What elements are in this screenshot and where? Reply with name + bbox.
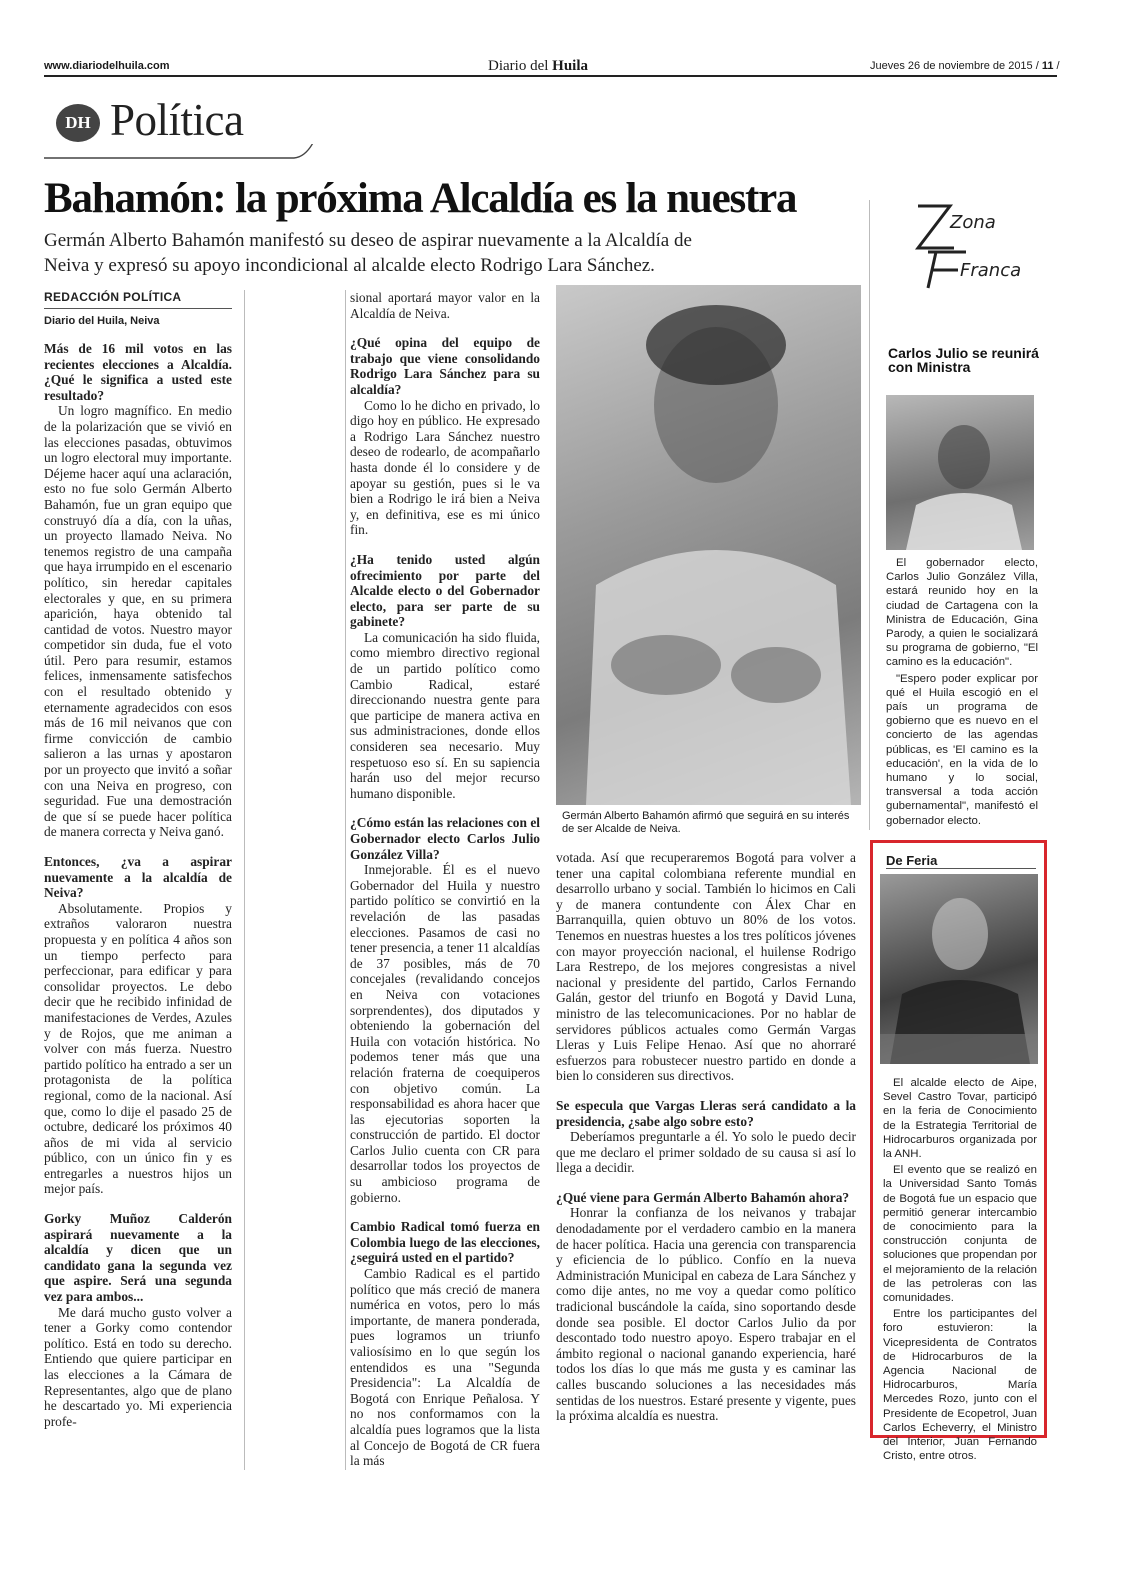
lead-paragraph: Germán Alberto Bahamón manifestó su deseo de aspirar nuevamente a la Alcaldía de Neiva y expresó su apoyo incondicional al alcalde electo Rodrigo Lara Sánchez.: [44, 230, 692, 276]
swoosh-decoration: [44, 144, 334, 164]
article-column-3: [556, 850, 856, 1424]
interview-answer: Absolutamente. Propios y extraños valoraron nuestra propuesta y en política 4 años son un tiempo perfecto para perfeccionar, para edificar y para consolidar proyectos. Le debo decir que he recibido infinidad de manifestaciones de Verdes, Azules y de Rojos, que me animan a volver con más fuerza. Nuestro partido político ha entrado a ser un protagonista de la política regional, como de la nacional. Así que, como lo dije el pasado 25 de octubre, dedicaré los próximos 40 años de mi vida al servicio público, con un único fin y es entregarles a nuestros hijos un mejor país.: [44, 900, 232, 1197]
interview-question: ¿Qué viene para Germán Alberto Bahamón ahora?: [556, 1189, 850, 1205]
interview-question: Gorky Muñoz Calderón aspirará nuevamente a la alcaldía y dicen que un candidato gana la segunda vez que aspire. Será una segunda vez para ambos...: [44, 1211, 232, 1305]
interview-answer: Cambio Radical es el partido político que más creció de manera numérica en votos, pero lo más importante, de manera ponderada, pues logramos un triunfo valiosísimo en lo que según los entendidos es una "Segunda Presidencia": La Alcaldía de Bogotá con Enrique Peñalosa. Y no nos conformamos con la alcaldía pues logramos que la lista al Concejo de Bogotá de CR fuera la más: [350, 1266, 540, 1469]
interview-answer: sional aportará mayor valor en la Alcaldía de Neiva.: [350, 290, 540, 321]
page-number: 11: [1041, 60, 1054, 72]
column-separator: [345, 290, 346, 1470]
sevel-castro-photo: [880, 874, 1038, 1064]
interview-answer: Me dará mucho gusto volver a tener a Gorky como contendor político. Está en todo su derecho. Entiendo que quiere participar en las elecciones a la Cámara de Representantes, algo que de plano he descartado yo. Mi experiencia profe-: [44, 1304, 232, 1429]
bahamon-photo: [556, 285, 861, 805]
carlos-julio-photo: [886, 395, 1034, 550]
interview-question: Más de 16 mil votos en las recientes elecciones a Alcaldía. ¿Qué le significa a usted este resultado?: [44, 341, 232, 403]
interview-question: ¿Cómo están las relaciones con el Gobernador electo Carlos Julio González Villa?: [350, 815, 540, 862]
interview-answer: La comunicación ha sido fluida, como miembro directivo regional de un partido político como Cambio Radical, estaré direccionando nuestra gente para que participe de manera activa en sus administraciones, donde ellos consideren sea necesario. Muy respetuoso eso sí. En su sapiencia harán uso del mejor recurso humano disponible.: [350, 629, 540, 801]
portrait-silhouette: [880, 874, 1038, 1064]
portrait-silhouette: [556, 285, 861, 805]
portrait-silhouette: [886, 395, 1034, 550]
interview-answer: Inmejorable. Él es el nuevo Gobernador del Huila y nuestro partido político se convirtió en la revelación de las pasadas elecciones. Pasamos de casi no tener presencia, a tener 11 alcaldías de 37 posibles, más de 70 concejales (revalidando concejos en Neiva con votaciones sorprendentes), dos diputados y obteniendo la gobernación del Huila con votación histórica. No podemos tener más que una relación fraterna de coequiperos con objetivo común. La responsabilidad es ahora hacer que las ejecutorias soporten la construcción de partido. El doctor Carlos Julio cuenta con CR para desarrollar todos los proyectos de su ambicioso programa de gobierno.: [350, 862, 540, 1205]
feria-story-body: El alcalde electo de Aipe, Sevel Castro Tovar, participó en la feria de Conocimiento de la Estrategia Territorial de Hidrocarburos organizada por la ANH. El evento que se realizó en la Universidad Santo Tomás de Bogotá fue un espacio que permitió generar intercambio de conocimiento para la construcción conjunta de soluciones que propendan por el mejoramiento de la relación de las petroleras con las comunidades. Entre los participantes del foro estuvieron: la Vicepresidenta de Contratos de Hidrocarburos de la Agencia Nacional de Hidrocarburos, María Mercedes Rozo, junto con el Presidente de Ecopetrol, Juan Carlos Echeverry, el Ministro del Interior, Juan Fernando Cristo, entre otros.: [883, 1077, 1037, 1463]
article-column-1: [44, 290, 232, 1429]
zona-text: Zona: [950, 212, 996, 233]
dh-logo: DH: [56, 104, 100, 142]
sidebar-story-body: El gobernador electo, Carlos Julio González Villa, estará reunido hoy en la ciudad de Cartagena con la Ministra de Educación, Gina Parody, a quien le socializará su programa de gobierno, "El camino es la educación". "Espero poder explicar por qué el Huila escogió en el país un programa de gobierno que es nuevo en el concierto de las agendas públicas, es 'El camino es la educación', en la vida de lo humano y lo social, transversal a toda acción gubernamental", manifestó el gobernador electo.: [886, 557, 1038, 827]
article-column-2: [350, 290, 540, 1469]
byline-location: Diario del Huila, Neiva: [44, 315, 160, 327]
byline: REDACCIÓN POLÍTICA: [44, 290, 182, 304]
website-url: www.diariodelhuila.com: [44, 60, 170, 72]
section-banner: [44, 92, 329, 162]
headline: Bahamón: la próxima Alcaldía es la nuestra: [44, 175, 797, 222]
header-rule: [44, 75, 1057, 77]
column-separator: [244, 290, 245, 1470]
interview-answer: votada. Así que recuperaremos Bogotá para volver a tener una capital colombiana referente mundial en desarrollo urbano y social. También lo hicimos en Cali y de manera contundente con Álex Char en Barranquilla, quien obtuvo un 80% de los votos. Tenemos en nuestras huestes a los tres políticos jóvenes con mayor proyección nacional, el huilense Rodrigo Lara Restrepo, de los mejores congresistas a nivel nacional y presidente del partido, Carlos Fernando Galán, gestor del triunfo en Bogotá y David Luna, ministro de las telecomunicaciones. Por no hablar de servidores públicos actuales como Germán Vargas Lleras y Luis Felipe Henao. Así que no ahorraré esfuerzos para robustecer nuestro partido en donde a bien lo consideren sus directivos.: [556, 850, 856, 1084]
interview-answer: Honrar la confianza de los neivanos y trabajar denodadamente por el verdadero cambio en la manera de hacer política. Hacia una gerencia con transparencia y eficiencia de lo público. Confío en la nueva Administración Municipal en cabeza de Lara Sánchez y como dije antes, no me voy a quedar como político tradicional buscándole la caída, sino soportando desde donde sea posible. El doctor Carlos Julio da por descontado todo nuestro apoyo. Espero trabajar en el ámbito regional o nacional ganando experiencia, haré todos los días lo que más me gusta y es caminar las calles buscando soluciones a las necesidades más sentidas de los nuestros. Estaré presente y vigente, pues la próxima alcaldía es nuestra.: [556, 1205, 856, 1424]
sidebar-story-title: De Feria: [886, 853, 938, 868]
interview-answer: Como lo he dicho en privado, lo digo hoy en público. He expresado a Rodrigo Lara Sánchez nuestro deseo de rodearlo, de acompañarlo hasta donde él lo considere y de apoyar su gestión, pues si le va bien a Rodrigo le irá bien a Neiva y, en definitiva, ese es mi único fin.: [350, 397, 540, 538]
issue-date: Jueves 26 de noviembre de 2015 / 11 /: [870, 60, 1060, 72]
interview-question: Cambio Radical tomó fuerza en Colombia luego de las elecciones, ¿seguirá usted en el partido?: [350, 1219, 540, 1266]
column-separator: [869, 200, 870, 830]
sidebar-story-title: Carlos Julio se reunirá con Ministra: [888, 345, 1039, 375]
newspaper-name: Diario del Huila: [488, 58, 589, 74]
interview-question: Entonces, ¿va a aspirar nuevamente a la alcaldía de Neiva?: [44, 854, 232, 901]
franca-text: Franca: [960, 260, 1022, 281]
interview-question: ¿Qué opina del equipo de trabajo que viene consolidando Rodrigo Lara Sánchez para su alcaldía?: [350, 335, 540, 397]
feria-rule: [886, 868, 1036, 869]
byline-rule: [44, 308, 232, 309]
interview-answer: Un logro magnífico. En medio de la polarización que se vivió en las elecciones pasadas, obtuvimos un logro electoral muy importante. Déjeme hacer aquí una aclaración, esto no fue solo Germán Alberto Bahamón, fue un gran equipo que construyó día a día, con la uñas, un proyecto llamado Neiva. No tenemos registro de una campaña que haya irrumpido en el escenario político, sin heredar capitales electorales y que, en su primera aparición, haya obtenido tal cantidad de votos. Nuestro mayor competidor sin duda, fue el voto útil. Pero para resumir, estamos felices, inmensamente satisfechos con el resultado obtenido y eternamente agradecidos con esos más de 16 mil neivanos que con firme convicción de cambio salieron a las urnas y apostaron por un proyecto que invitó a soñar con una Neiva en progreso, con seguridad. Fue una demostración de que sí se puede hacer política de manera correcta y Neiva ganó.: [44, 403, 232, 840]
zona-franca-logo: [888, 200, 1038, 292]
interview-question: Se especula que Vargas Lleras será candidato a la presidencia, ¿sabe algo sobre esto?: [556, 1097, 856, 1129]
photo-caption: Germán Alberto Bahamón afirmó que seguirá en su interés de ser Alcalde de Neiva.: [562, 810, 850, 835]
interview-question: ¿Ha tenido usted algún ofrecimiento por parte del Alcalde electo o del Gobernador electo, para ser parte de su gabinete?: [350, 551, 540, 630]
section-title: Política: [110, 95, 244, 145]
interview-answer: Deberíamos preguntarle a él. Yo solo le puedo decir que me declaro el primer soldado de su causa si así lo llega a decidir.: [556, 1129, 856, 1176]
